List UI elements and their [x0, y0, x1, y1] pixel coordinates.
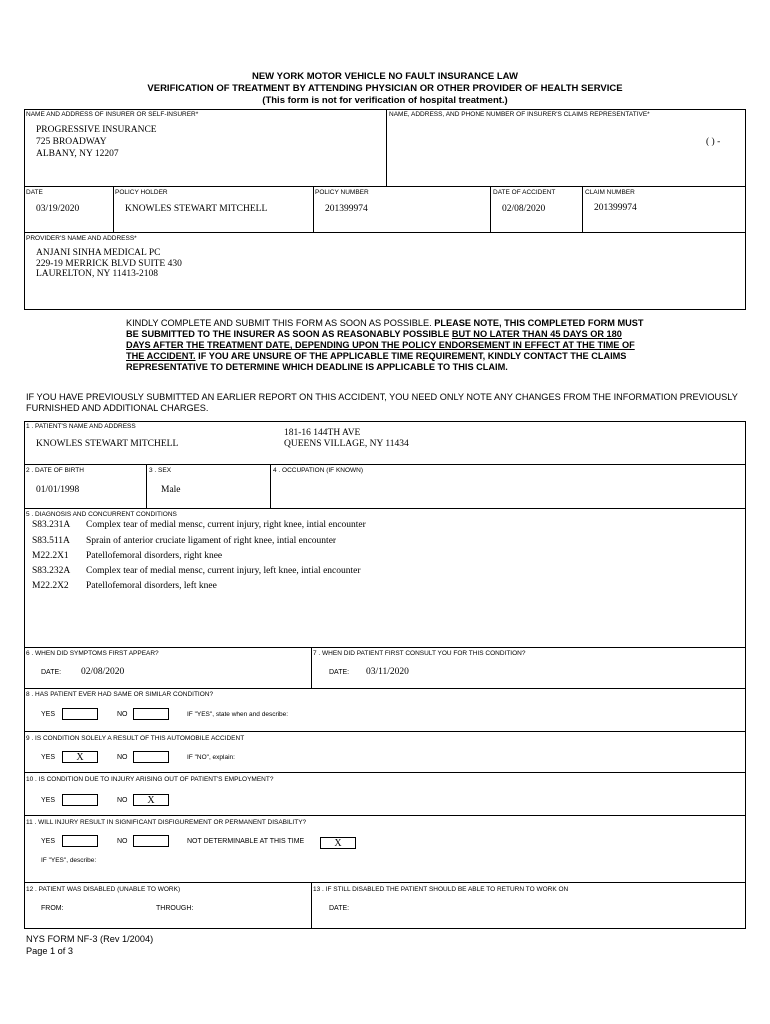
- claims-rep-phone[interactable]: ( ) -: [706, 137, 721, 147]
- q8-no-label: NO: [117, 711, 128, 718]
- q8-yes-checkbox[interactable]: [62, 708, 98, 720]
- q8-note: IF "YES", state when and describe:: [187, 711, 289, 718]
- q11-not-determinable-checkbox[interactable]: X: [320, 837, 356, 849]
- q8-yes-label: YES: [41, 711, 56, 718]
- consult-label: 7 . WHEN DID PATIENT FIRST CONSULT YOU FOR THIS CONDITION?: [313, 650, 526, 657]
- insurer-address2[interactable]: ALBANY, NY 12207: [36, 149, 119, 159]
- symptoms-date-label: DATE:: [41, 669, 62, 676]
- provider-label: PROVIDER'S NAME AND ADDRESS*: [26, 235, 137, 242]
- insurer-address1[interactable]: 725 BROADWAY: [36, 137, 107, 147]
- q11-no-checkbox[interactable]: [133, 835, 169, 847]
- symptoms-date-field[interactable]: 02/08/2020: [81, 667, 125, 677]
- q12-label: 12 . PATIENT WAS DISABLED (UNABLE TO WORK): [26, 886, 181, 893]
- diagnosis-code[interactable]: M22.2X1: [32, 551, 69, 561]
- accident-date-label: DATE OF ACCIDENT: [493, 189, 556, 196]
- diagnosis-description[interactable]: Patellofemoral disorders, left knee: [86, 581, 217, 591]
- q10-yes-label: YES: [41, 797, 56, 804]
- q13-label: 13 . IF STILL DISABLED THE PATIENT SHOULD BE ABLE TO RETURN TO WORK ON: [313, 886, 569, 893]
- policy-number-field[interactable]: 201399974: [325, 204, 368, 214]
- diagnosis-label: 5 . DIAGNOSIS AND CONCURRENT CONDITIONS: [26, 511, 177, 518]
- q9-yes-label: YES: [41, 754, 56, 761]
- patient-name-label: 1 . PATIENT'S NAME AND ADDRESS: [26, 423, 136, 430]
- insurer-name[interactable]: PROGRESSIVE INSURANCE: [36, 125, 157, 135]
- date-field[interactable]: 03/19/2020: [36, 204, 80, 214]
- disabled-through-label: THROUGH:: [156, 905, 194, 912]
- occupation-label: 4 . OCCUPATION (IF KNOWN): [273, 467, 364, 474]
- q11-note: IF "YES", describe:: [41, 857, 97, 864]
- form-subtitle: VERIFICATION OF TREATMENT BY ATTENDING PHYSICIAN OR OTHER PROVIDER OF HEALTH SERVICE: [147, 83, 623, 94]
- accident-date-field[interactable]: 02/08/2020: [502, 204, 546, 214]
- provider-address1[interactable]: 229-19 MERRICK BLVD SUITE 430: [36, 259, 182, 269]
- diagnosis-code[interactable]: M22.2X2: [32, 581, 69, 591]
- q10-no-label: NO: [117, 797, 128, 804]
- q9-no-label: NO: [117, 754, 128, 761]
- patient-name-field[interactable]: KNOWLES STEWART MITCHELL: [36, 439, 179, 449]
- policy-holder-label: POLICY HOLDER: [115, 189, 168, 196]
- q10-no-checkbox[interactable]: X: [133, 794, 169, 806]
- q11-not-determinable-label: NOT DETERMINABLE AT THIS TIME: [187, 838, 305, 845]
- q11-yes-checkbox[interactable]: [62, 835, 98, 847]
- patient-address1[interactable]: 181-16 144TH AVE: [284, 428, 361, 438]
- q9-no-checkbox[interactable]: [133, 751, 169, 763]
- q10-label: 10 . IS CONDITION DUE TO INJURY ARISING OUT OF PATIENT'S EMPLOYMENT?: [26, 776, 274, 783]
- policy-holder-field[interactable]: KNOWLES STEWART MITCHELL: [125, 204, 268, 214]
- claims-rep-label: NAME, ADDRESS, AND PHONE NUMBER OF INSURER'S CLAIMS REPRESENTATIVE*: [389, 111, 650, 118]
- diagnosis-code[interactable]: S83.232A: [32, 566, 71, 576]
- diagnosis-code[interactable]: S83.231A: [32, 520, 71, 530]
- q11-label: 11 . WILL INJURY RESULT IN SIGNIFICANT DISFIGUREMENT OR PERMANENT DISABILITY?: [26, 819, 307, 826]
- page-number: Page 1 of 3: [26, 946, 73, 956]
- date-label: DATE: [26, 189, 43, 196]
- q10-yes-checkbox[interactable]: [62, 794, 98, 806]
- submission-notice: KINDLY COMPLETE AND SUBMIT THIS FORM AS SOON AS POSSIBLE. PLEASE NOTE, THIS COMPLETED FORM MUST BE SUBMITTED TO THE INSURER AS SOON AS REASONABLY POSSIBLE BUT NO LATER THAN 45 DAYS OR 180 DAYS AFTER THE TREATMENT DATE, DEPENDING UPON THE POLICY ENDORSEMENT IN EFFECT AT THE TIME OF THE ACCIDENT. IF YOU ARE UNSURE OF THE APPLICABLE TIME REQUIREMENT, KINDLY CONTACT THE CLAIMS REPRESENTATIVE TO DETERMINE WHICH DEADLINE IS APPLICABLE TO THIS CLAIM.: [126, 318, 644, 372]
- form-number: NYS FORM NF-3 (Rev 1/2004): [26, 934, 154, 944]
- policy-number-label: POLICY NUMBER: [315, 189, 369, 196]
- insurer-label: NAME AND ADDRESS OF INSURER OR SELF-INSURER*: [26, 111, 199, 118]
- q11-no-label: NO: [117, 838, 128, 845]
- sex-field[interactable]: Male: [161, 485, 181, 495]
- provider-name[interactable]: ANJANI SINHA MEDICAL PC: [36, 248, 161, 258]
- dob-label: 2 . DATE OF BIRTH: [26, 467, 84, 474]
- patient-address2[interactable]: QUEENS VILLAGE, NY 11434: [284, 439, 409, 449]
- diagnosis-description[interactable]: Complex tear of medial mensc, current injury, right knee, intial encounter: [86, 520, 366, 530]
- diagnosis-description[interactable]: Patellofemoral disorders, right knee: [86, 551, 223, 561]
- q9-note: IF "NO", explain:: [187, 754, 235, 761]
- claim-number-label: CLAIM NUMBER: [585, 189, 635, 196]
- disabled-from-label: FROM:: [41, 905, 64, 912]
- consult-date-label: DATE:: [329, 669, 350, 676]
- q8-label: 8 . HAS PATIENT EVER HAD SAME OR SIMILAR CONDITION?: [26, 691, 214, 698]
- symptoms-label: 6 . WHEN DID SYMPTOMS FIRST APPEAR?: [26, 650, 159, 657]
- consult-date-field[interactable]: 03/11/2020: [366, 667, 409, 677]
- patient-section: [24, 421, 746, 509]
- form-title: NEW YORK MOTOR VEHICLE NO FAULT INSURANCE LAW: [251, 71, 518, 82]
- q8-no-checkbox[interactable]: [133, 708, 169, 720]
- dob-field[interactable]: 01/01/1998: [36, 485, 80, 495]
- return-date-label: DATE:: [329, 905, 350, 912]
- diagnosis-code[interactable]: S83.511A: [32, 536, 70, 546]
- diagnosis-description[interactable]: Sprain of anterior cruciate ligament of right knee, intial encounter: [86, 536, 337, 546]
- diagnosis-description[interactable]: Complex tear of medial mensc, current injury, left knee, intial encounter: [86, 566, 361, 576]
- provider-address2[interactable]: LAURELTON, NY 11413-2108: [36, 269, 159, 279]
- claim-number-field[interactable]: 201399974: [594, 203, 637, 213]
- q9-yes-checkbox[interactable]: X: [62, 751, 98, 763]
- previous-report-note: IF YOU HAVE PREVIOUSLY SUBMITTED AN EARLIER REPORT ON THIS ACCIDENT, YOU NEED ONLY NOTE ANY CHANGES FROM THE INFORMATION PREVIOUSLY FURNISHED AND ADDITIONAL CHARGES.: [26, 392, 738, 413]
- form-note: (This form is not for verification of hospital treatment.): [262, 95, 508, 106]
- q9-label: 9 . IS CONDITION SOLELY A RESULT OF THIS AUTOMOBILE ACCIDENT: [26, 735, 245, 742]
- q11-yes-label: YES: [41, 838, 56, 845]
- sex-label: 3 . SEX: [149, 467, 172, 474]
